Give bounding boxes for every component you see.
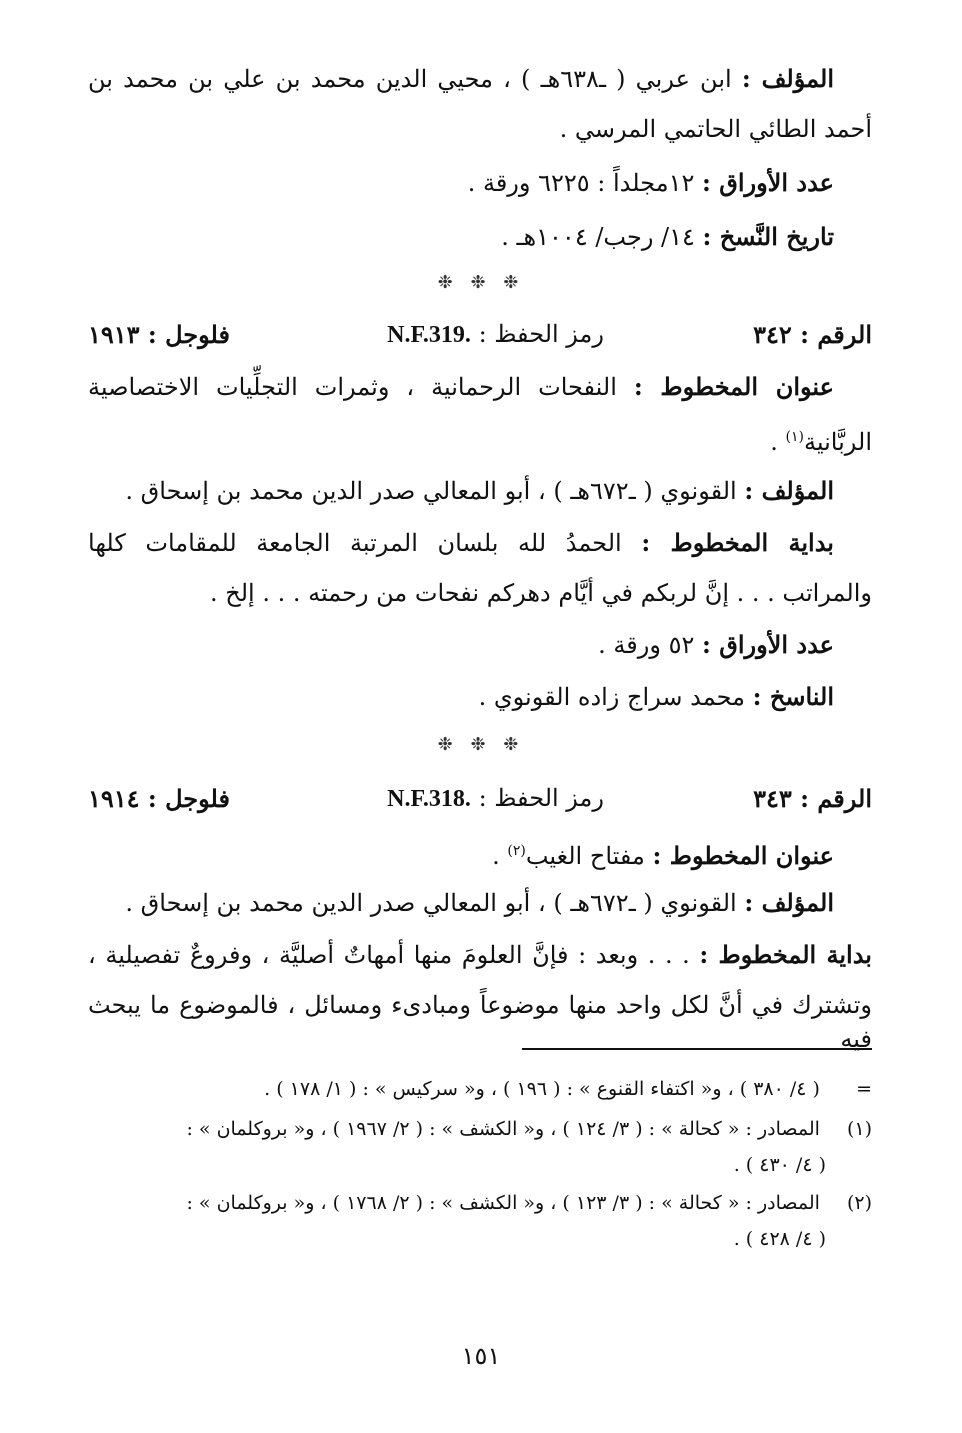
title-end: .	[492, 842, 508, 870]
title-label: عنوان المخطوط :	[633, 372, 834, 401]
entry-342-leaves	[88, 628, 834, 662]
leaves-label: عدد الأوراق :	[702, 630, 834, 659]
footnote-1-line2: ( ٤/ ٤٣٠ ) .	[733, 1154, 826, 1176]
entry-342-title-line1	[88, 370, 834, 404]
footnote-2-line1	[88, 1188, 872, 1218]
entry-343-header	[88, 784, 872, 820]
copyist-value: محمد سراج زاده القونوي .	[478, 683, 745, 711]
copy-date-value: ١٤/ رجب/ ١٠٠٤هـ .	[501, 223, 695, 251]
prev-author-line2: أحمد الطائي الحاتمي المرسي .	[559, 115, 872, 143]
leaves-value: ١٢مجلداً : ٦٢٢٥ ورقة .	[467, 169, 695, 197]
author-value: ابن عربي ( ـ٦٣٨هـ ) ، محيي الدين محمد بن علي بن محمد بن	[88, 65, 732, 93]
separator-stars: ❉ ❉ ❉	[437, 734, 525, 755]
entry-342-copyist	[88, 680, 834, 714]
footnote-1-line1	[88, 1114, 872, 1144]
shelf-code-value: N.F.319.	[387, 322, 471, 348]
shelf-code-label: رمز الحفظ :	[478, 320, 604, 348]
page-number: ١٥١	[461, 1342, 501, 1370]
shelf-code	[387, 784, 604, 813]
incipit-label: بداية المخطوط :	[641, 528, 834, 557]
incipit-value: . . . وبعد : فإنَّ العلومَ منها أمهاتٌ أصليَّة ، وفروعٌ تفصيلية ،	[88, 941, 690, 969]
prev-author-line1	[88, 62, 834, 96]
continuation-text: ( ٤/ ٣٨٠ ) ، و« اكتفاء القنوع » : ( ١٩٦ ) ، و« سركيس » : ( ١/ ١٧٨ ) .	[264, 1078, 820, 1100]
footnote-ref-1: (١)	[785, 429, 804, 445]
entry-343-title	[88, 834, 834, 873]
entry-343-incipit-line2: وتشترك في أنَّ لكل واحد منها موضوعاً ومبادىء ومسائل ، فالموضوع ما يبحث فيه	[88, 991, 872, 1053]
copyist-label: الناسخ :	[752, 682, 834, 711]
incipit-value: الحمدُ لله بلسان المرتبة الجامعة للمقامات كلها	[88, 529, 622, 557]
prev-copy-date	[88, 220, 834, 254]
footnote-continuation	[88, 1074, 872, 1104]
entry-number: الرقم : ٣٤٢	[753, 320, 872, 349]
shelf-code-label: رمز الحفظ :	[478, 784, 604, 812]
footnote-rule	[522, 1048, 872, 1050]
leaves-value: ٥٢ ورقة .	[598, 631, 695, 659]
entry-342-incipit-line2: والمراتب . . . إنَّ لربكم في أيَّام دهركم نفحات من رحمته . . . إلخ .	[209, 579, 872, 607]
flugel-number: فلوجل : ١٩١٤	[88, 784, 230, 813]
title-value: مفتاح الغيب	[525, 842, 645, 870]
shelf-code-value: N.F.318.	[387, 786, 471, 812]
title-end: .	[770, 428, 786, 456]
continuation-mark: =	[856, 1078, 872, 1100]
prev-leaves	[88, 166, 834, 200]
footnote-2-text: المصادر : « كحالة » : ( ٣/ ١٢٣ ) ، و« الكشف » : ( ٢/ ١٧٦٨ ) ، و« بروكلمان » :	[186, 1192, 820, 1214]
entry-number: الرقم : ٣٤٣	[753, 784, 872, 813]
footnote-ref-2: (٢)	[507, 843, 526, 859]
incipit-label: بداية المخطوط :	[699, 940, 872, 969]
title-value-cont: الربَّانية	[803, 428, 872, 456]
leaves-label: عدد الأوراق :	[702, 168, 834, 197]
author-value: القونوي ( ـ٦٧٢هـ ) ، أبو المعالي صدر الدين محمد بن إسحاق .	[125, 477, 737, 505]
entry-343-incipit-line1	[88, 938, 872, 972]
copy-date-label: تاريخ النَّسخ :	[702, 222, 834, 251]
entry-342-header	[88, 320, 872, 356]
author-label: المؤلف :	[744, 476, 834, 505]
flugel-number: فلوجل : ١٩١٣	[88, 320, 230, 349]
entry-342-incipit-line1	[88, 526, 834, 560]
footnote-2-line2: ( ٤/ ٤٢٨ ) .	[733, 1228, 826, 1250]
entry-343-author	[88, 886, 834, 920]
footnote-2-number: (٢)	[846, 1192, 872, 1214]
author-label: المؤلف :	[741, 64, 834, 93]
title-value: النفحات الرحمانية ، وثمرات التجلِّيات الاختصاصية	[88, 373, 617, 401]
entry-342-author	[88, 474, 834, 508]
title-label: عنوان المخطوط :	[652, 841, 834, 870]
shelf-code	[387, 320, 604, 349]
footnote-1-text: المصادر : « كحالة » : ( ٣/ ١٢٤ ) ، و« الكشف » : ( ٢/ ١٩٦٧ ) ، و« بروكلمان » :	[186, 1118, 820, 1140]
entry-342-title-line2	[88, 420, 872, 459]
author-value: القونوي ( ـ٦٧٢هـ ) ، أبو المعالي صدر الدين محمد بن إسحاق .	[125, 889, 737, 917]
footnote-1-number: (١)	[846, 1118, 872, 1140]
separator-stars: ❉ ❉ ❉	[437, 272, 525, 293]
author-label: المؤلف :	[744, 888, 834, 917]
